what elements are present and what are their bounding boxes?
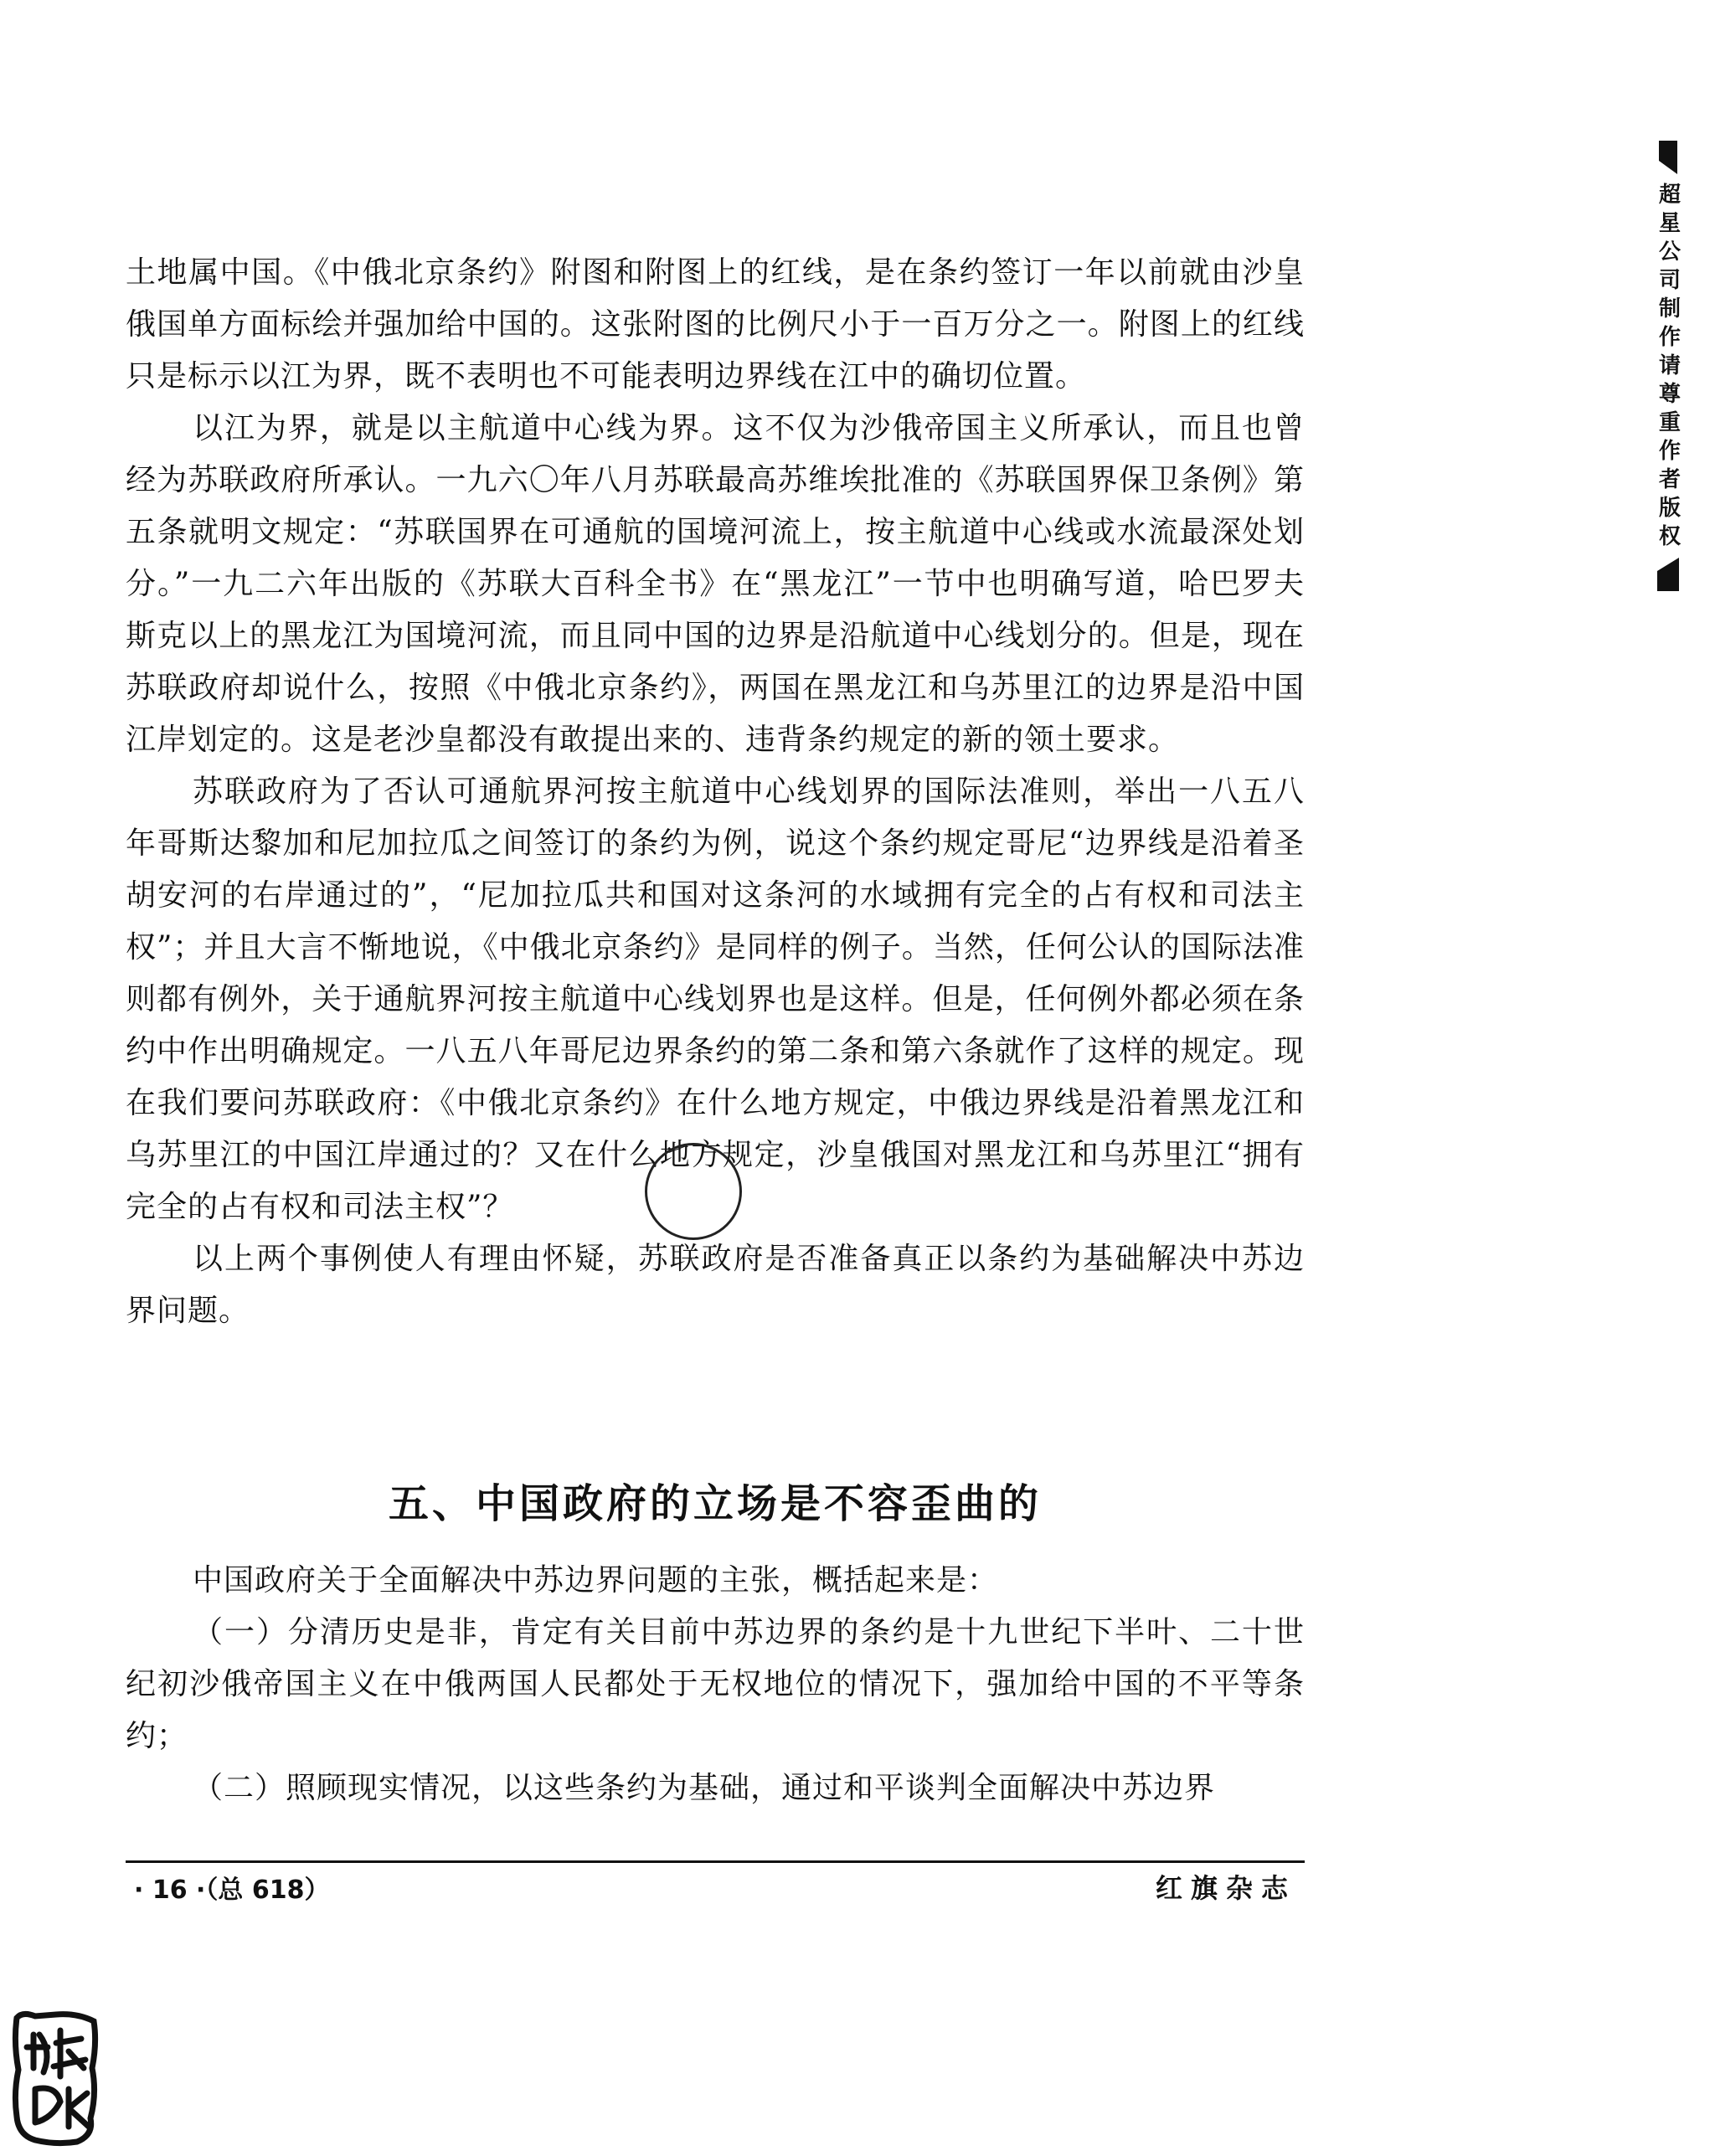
paragraph: （一）分清历史是非，肯定有关目前中苏边界的条约是十九世纪下半叶、二十世纪初沙俄帝国主义在中俄两国人民都处于无权地位的情况下，强加给中国的不平等条约；	[126, 1615, 1305, 1753]
paragraph: 土地属中国。《中俄北京条约》附图和附图上的红线，是在条约签订一年以前就由沙皇俄国单方面标绘并强加给中国的。这张附图的比例尺小于一百万分之一。附图上的红线只是标示以江为界，既不表明也不可能表明边界线在江中的确切位置。	[126, 255, 1305, 394]
section-body	[126, 1555, 1305, 1814]
strip-bar-top	[1659, 141, 1677, 174]
body-text	[126, 247, 1305, 1337]
watermark-strip	[1653, 141, 1683, 635]
journal-name: 红旗杂志	[1156, 1872, 1297, 1904]
paragraph: （二）照顾现实情况，以这些条约为基础，通过和平谈判全面解决中苏边界	[193, 1771, 1216, 1805]
watermark-text: 超星公司制作请尊重作者版权	[1655, 183, 1681, 553]
paragraph: 中国政府关于全面解决中苏边界问题的主张，概括起来是：	[193, 1563, 999, 1598]
page-number: · 16 ·（总 618）	[134, 1876, 330, 1905]
seal-stamp-icon	[10, 2009, 102, 2148]
paragraph: 苏联政府为了否认可通航界河按主航道中心线划界的国际法准则，举出一八五八年哥斯达黎加和尼加拉瓜之间签订的条约为例，说这个条约规定哥尼“边界线是沿着圣胡安河的右岸通过的”，“尼加拉瓜共和国对这条河的水域拥有完全的占有权和司法主权”；并且大言不惭地说，《中俄北京条约》是同样的例子。当然，任何公认的国际法准则都有例外，关于通航界河按主航道中心线划界也是这样。但是，任何例外都必须在条约中作出明确规定。一八五八年哥尼边界条约的第二条和第六条就作了这样的规定。现在我们要问苏联政府：《中俄北京条约》在什么地方规定，中俄边界线是沿着黑龙江和乌苏里江的中国江岸通过的？又在什么地方规定，沙皇俄国对黑龙江和乌苏里江“拥有完全的占有权和司法主权”？	[126, 774, 1305, 1224]
footer-divider	[126, 1860, 1305, 1863]
paragraph: 以上两个事例使人有理由怀疑，苏联政府是否准备真正以条约为基础解决中苏边界问题。	[126, 1242, 1305, 1328]
paragraph: 以江为界，就是以主航道中心线为界。这不仅为沙俄帝国主义所承认，而且也曾经为苏联政府所承认。一九六〇年八月苏联最高苏维埃批准的《苏联国界保卫条例》第五条就明文规定：“苏联国界在可通航的国境河流上，按主航道中心线或水流最深处划分。”一九二六年出版的《苏联大百科全书》在“黑龙江”一节中也明确写道，哈巴罗夫斯克以上的黑龙江为国境河流，而且同中国的边界是沿航道中心线划分的。但是，现在苏联政府却说什么，按照《中俄北京条约》，两国在黑龙江和乌苏里江的边界是沿中国江岸划定的。这是老沙皇都没有敢提出来的、违背条约规定的新的领土要求。	[126, 411, 1305, 757]
strip-bar-bottom	[1657, 558, 1679, 591]
section-heading: 五、中国政府的立场是不容歪曲的	[388, 1480, 1042, 1527]
